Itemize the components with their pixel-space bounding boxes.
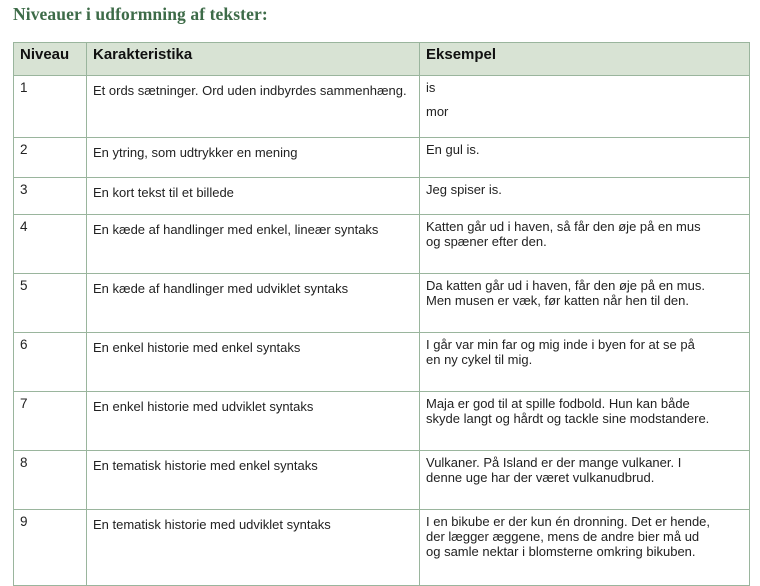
eksempel-cell <box>420 178 750 215</box>
table-row <box>14 76 750 138</box>
header-niveau: Niveau <box>14 43 87 76</box>
eksempel-line: Men musen er væk, før katten når hen til den. <box>426 293 690 308</box>
eksempel-line: og spæner efter den. <box>426 234 547 249</box>
table-row <box>14 451 750 510</box>
karakteristika-cell: En kort tekst til et billede <box>87 178 420 215</box>
eksempel-line: Maja er god til at spille fodbold. Hun kan både <box>426 396 690 411</box>
eksempel-line: Da katten går ud i haven, får den øje på en mus. <box>426 278 705 293</box>
niveau-cell: 6 <box>14 333 87 392</box>
header-eksempel: Eksempel <box>420 43 750 76</box>
karakteristika-cell: En kæde af handlinger med udviklet syntaks <box>87 274 420 333</box>
table-row <box>14 333 750 392</box>
eksempel-line: og samle nektar i blomsterne omkring bikuben. <box>426 544 696 559</box>
niveau-cell: 3 <box>14 178 87 215</box>
eksempel-cell <box>420 392 750 451</box>
text-levels-table <box>13 42 750 586</box>
eksempel-line: Jeg spiser is. <box>426 182 502 197</box>
eksempel-cell <box>420 333 750 392</box>
niveau-cell: 8 <box>14 451 87 510</box>
karakteristika-cell: En kæde af handlinger med enkel, lineær syntaks <box>87 215 420 274</box>
table-row <box>14 215 750 274</box>
eksempel-cell <box>420 274 750 333</box>
eksempel-line: En gul is. <box>426 142 480 157</box>
eksempel-line: skyde langt og hårdt og tackle sine modstandere. <box>426 411 710 426</box>
eksempel-line: I en bikube er der kun én dronning. Det er hende, <box>426 514 711 529</box>
niveau-cell: 9 <box>14 510 87 586</box>
karakteristika-cell: En tematisk historie med udviklet syntaks <box>87 510 420 586</box>
karakteristika-cell: En ytring, som udtrykker en mening <box>87 138 420 178</box>
eksempel-line: mor <box>426 104 449 119</box>
eksempel-line: Vulkaner. På Island er der mange vulkaner. I <box>426 455 682 470</box>
eksempel-cell <box>420 76 750 138</box>
eksempel-cell <box>420 215 750 274</box>
niveau-cell: 7 <box>14 392 87 451</box>
karakteristika-cell: Et ords sætninger. Ord uden indbyrdes sammenhæng. <box>87 76 420 138</box>
table-row <box>14 392 750 451</box>
karakteristika-cell: En enkel historie med enkel syntaks <box>87 333 420 392</box>
eksempel-line: en ny cykel til mig. <box>426 352 533 367</box>
niveau-cell: 4 <box>14 215 87 274</box>
niveau-cell: 5 <box>14 274 87 333</box>
eksempel-cell <box>420 510 750 586</box>
eksempel-line: denne uge har der været vulkanudbrud. <box>426 470 655 485</box>
table-row <box>14 178 750 215</box>
table-row <box>14 138 750 178</box>
eksempel-cell <box>420 451 750 510</box>
eksempel-line: is <box>426 80 436 95</box>
header-karakteristika: Karakteristika <box>87 43 420 76</box>
eksempel-line: I går var min far og mig inde i byen for at se på <box>426 337 695 352</box>
eksempel-line: Katten går ud i haven, så får den øje på en mus <box>426 219 701 234</box>
karakteristika-cell: En tematisk historie med enkel syntaks <box>87 451 420 510</box>
table-header-row <box>14 43 750 76</box>
table-row <box>14 510 750 586</box>
eksempel-line: der lægger æggene, mens de andre bier må ud <box>426 529 700 544</box>
table-row <box>14 274 750 333</box>
document-title: Niveauer i udformning af tekster: <box>13 4 268 24</box>
niveau-cell: 1 <box>14 76 87 138</box>
karakteristika-cell: En enkel historie med udviklet syntaks <box>87 392 420 451</box>
eksempel-cell <box>420 138 750 178</box>
niveau-cell: 2 <box>14 138 87 178</box>
